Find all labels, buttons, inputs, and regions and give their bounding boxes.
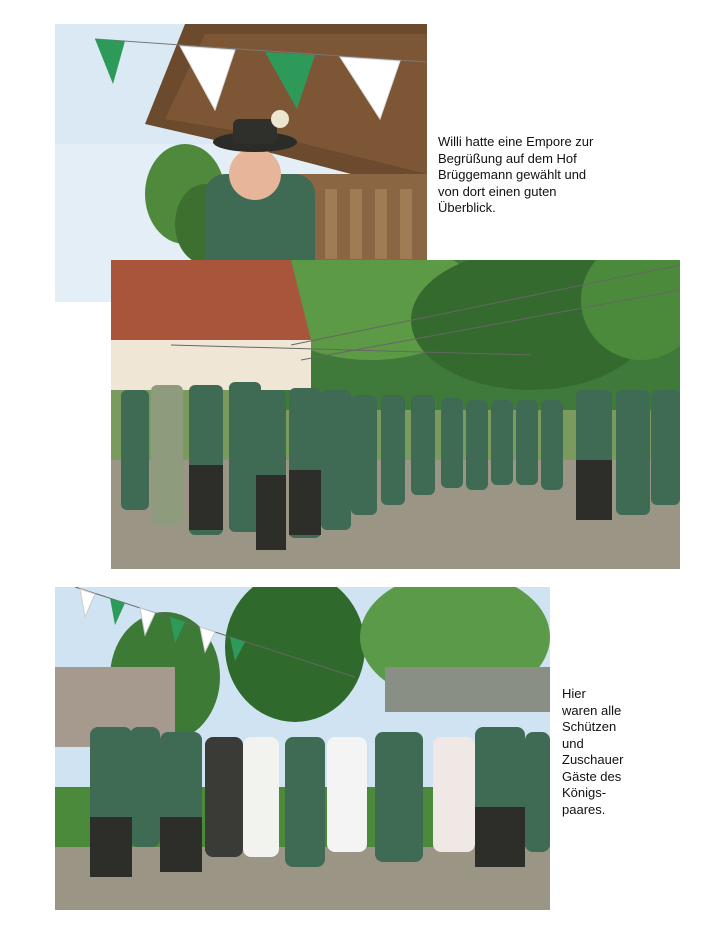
- photo-courtyard-group: [111, 260, 680, 569]
- caption-balcony: Willi hatte eine Empore zur Begrüßung auf dem Hof Brüggemann gewählt und von dort einen guten Überblick.: [438, 134, 594, 215]
- photo-royal-couple-guests: [55, 587, 550, 910]
- caption-guests: Hier waren alle Schützen und Zuschauer Gäste des Königs- paares.: [562, 686, 624, 817]
